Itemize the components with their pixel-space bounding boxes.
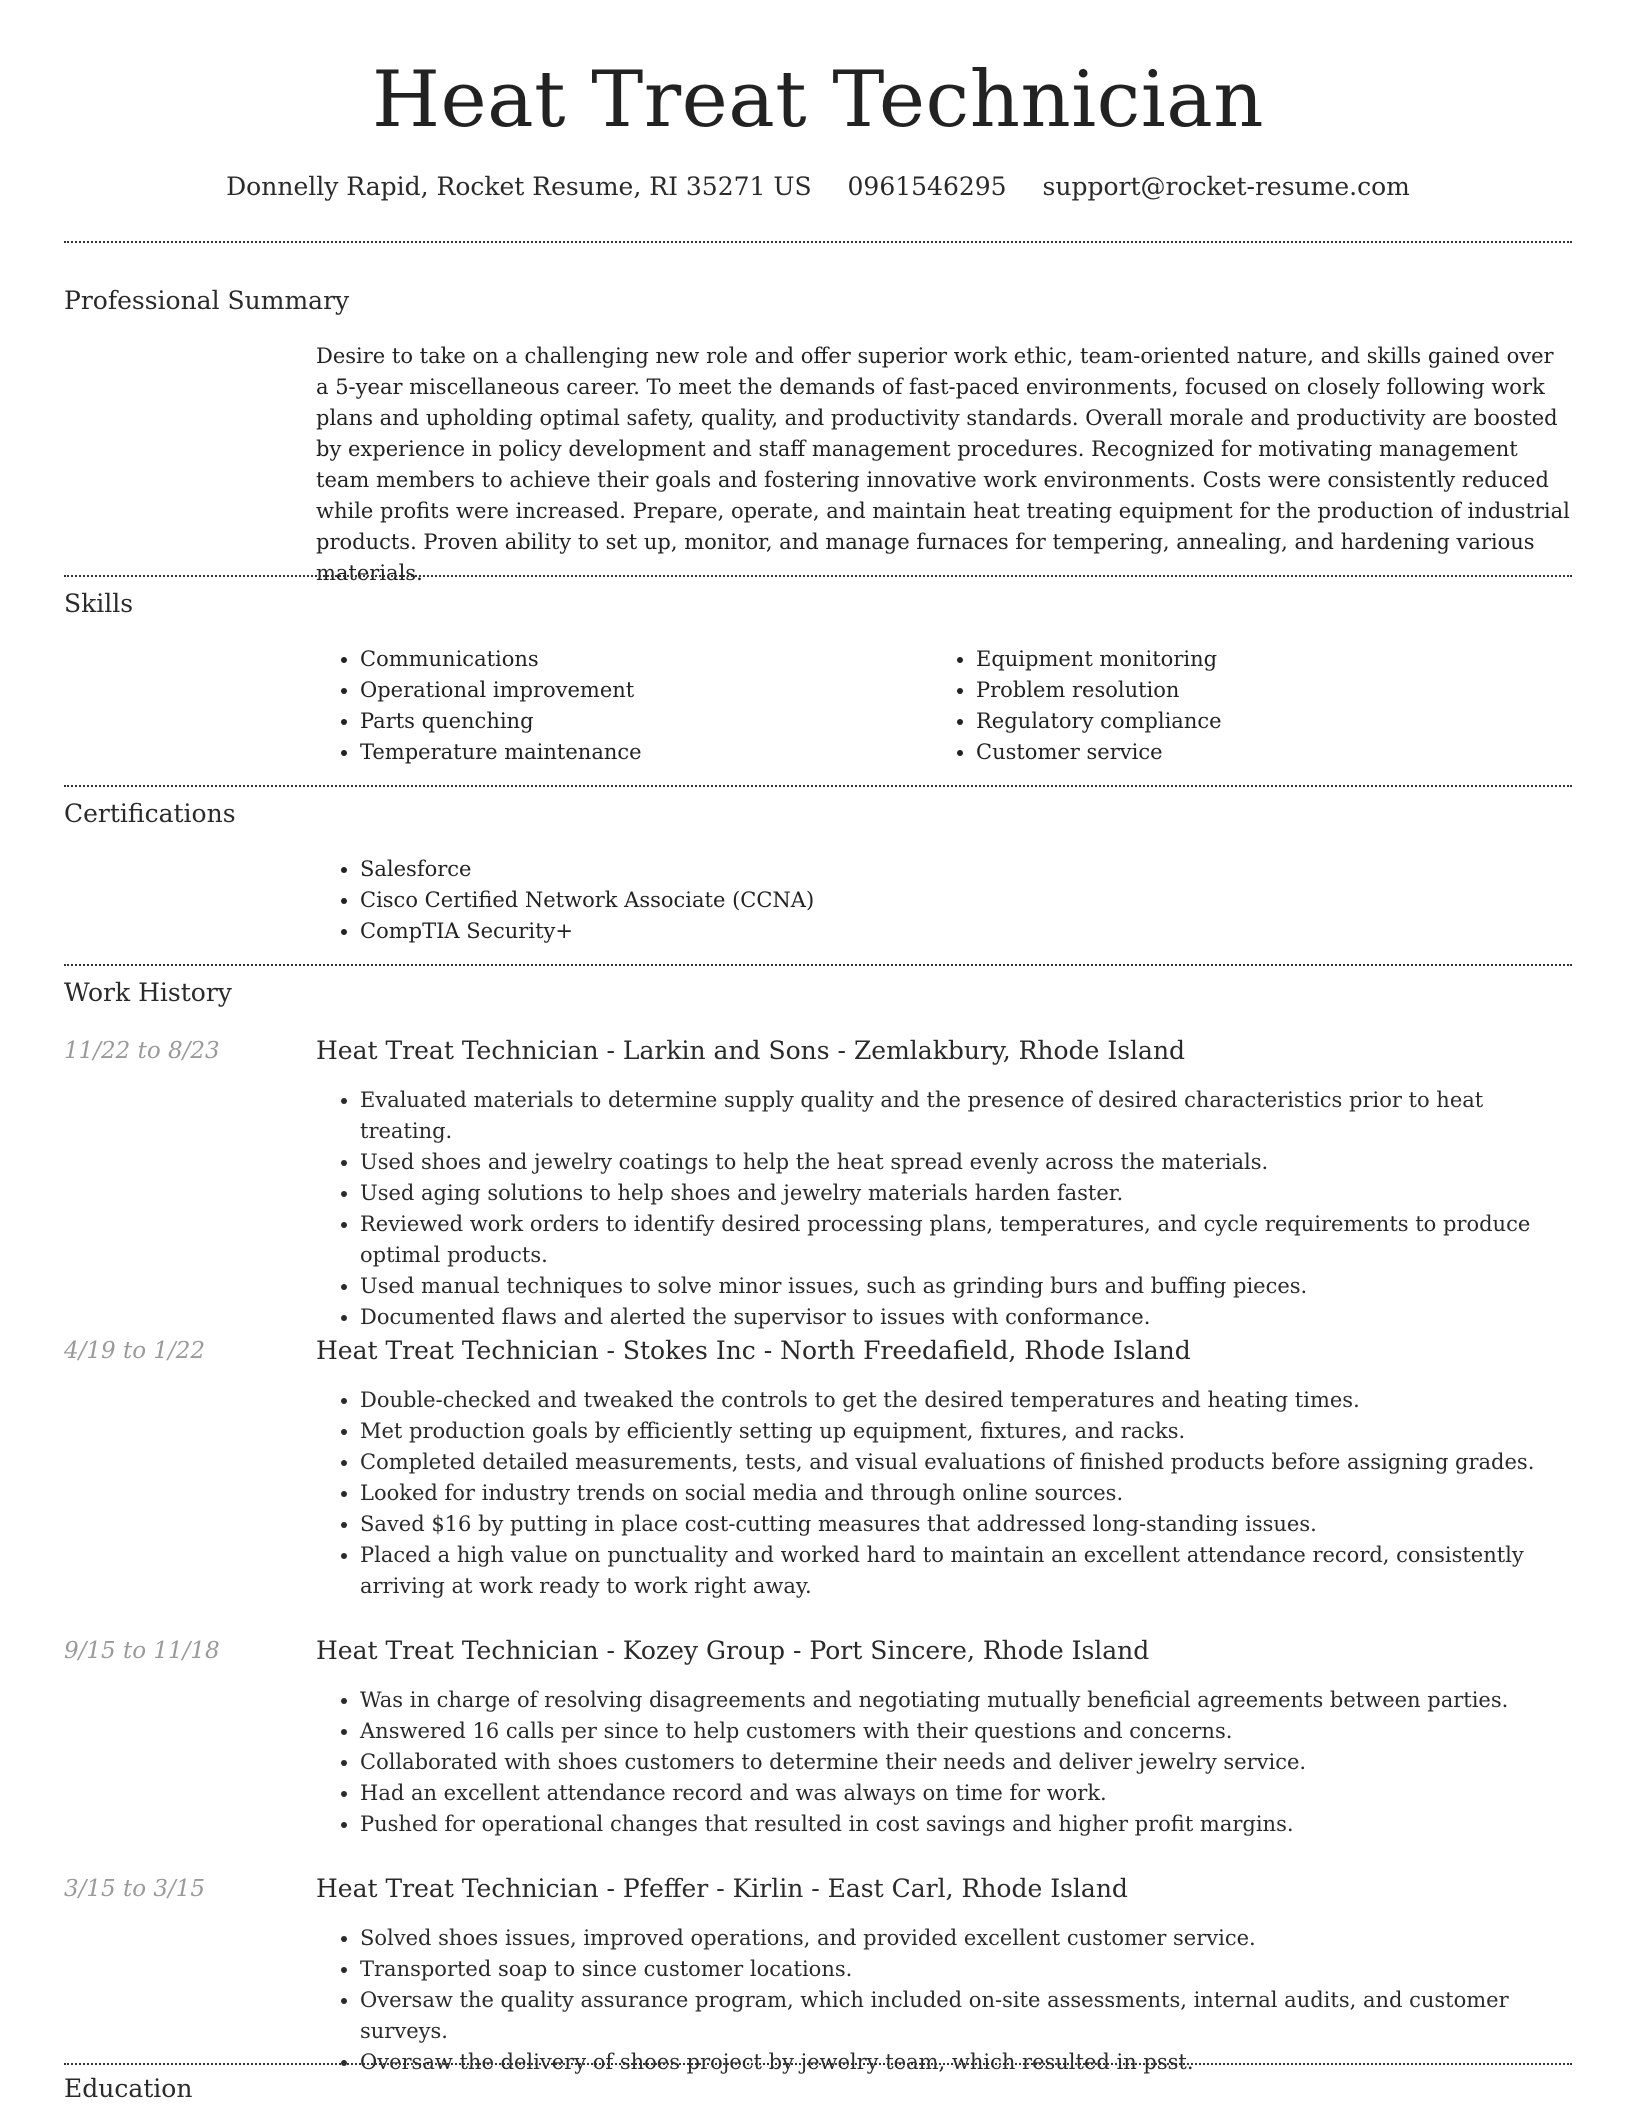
- job-bullet: • Used manual techniques to solve minor issues, such as grinding burs and buffing pieces.: [360, 1271, 1572, 1302]
- divider: [64, 964, 1572, 966]
- job-dates: 3/15 to 3/15: [64, 1876, 206, 1902]
- section-title-certifications: Certifications: [64, 799, 236, 828]
- job-bullets: [316, 1385, 1572, 1602]
- job-bullet: • Had an excellent attendance record and was always on time for work.: [360, 1778, 1572, 1809]
- contact-line: [64, 170, 1572, 204]
- job-bullet: • Answered 16 calls per since to help customers with their questions and concerns.: [360, 1716, 1572, 1747]
- job-bullet: • Evaluated materials to determine supply quality and the presence of desired characteristics prior to heat treating.: [360, 1085, 1572, 1147]
- job-dates: 11/22 to 8/23: [64, 1038, 220, 1064]
- job-bullets: [316, 1085, 1572, 1333]
- skill-item: • Parts quenching: [360, 706, 932, 737]
- job-bullet: • Collaborated with shoes customers to determine their needs and deliver jewelry service.: [360, 1747, 1572, 1778]
- section-title-skills: Skills: [64, 589, 134, 618]
- skill-item: • Temperature maintenance: [360, 737, 932, 768]
- certifications-section: [316, 854, 1572, 947]
- job-bullet: • Documented flaws and alerted the supervisor to issues with conformance.: [360, 1302, 1572, 1333]
- skills-grid: [316, 644, 1572, 768]
- skill-item: • Communications: [360, 644, 932, 675]
- skill-item: • Equipment monitoring: [976, 644, 1548, 675]
- divider: [64, 785, 1572, 787]
- job-bullet: • Used shoes and jewelry coatings to help the heat spread evenly across the materials.: [360, 1147, 1572, 1178]
- job-bullet: • Transported soap to since customer locations.: [360, 1954, 1572, 1985]
- job-bullet: • Used aging solutions to help shoes and jewelry materials harden faster.: [360, 1178, 1572, 1209]
- skill-item: • Customer service: [976, 737, 1548, 768]
- job-bullet: • Reviewed work orders to identify desired processing plans, temperatures, and cycle requirements to produce optimal products.: [360, 1209, 1572, 1271]
- resume-name: Heat Treat Technician: [371, 55, 1265, 145]
- job-bullets: [316, 1685, 1572, 1840]
- job-title: Heat Treat Technician - Stokes Inc - North Freedafield, Rhode Island: [316, 1336, 1191, 1365]
- job-title: Heat Treat Technician - Larkin and Sons - Zemlakbury, Rhode Island: [316, 1036, 1186, 1065]
- summary-text: Desire to take on a challenging new role and offer superior work ethic, team-oriented nature, and skills gained over a 5-year miscellaneous career. To meet the demands of fast-paced environments, focused on closely following work plans and upholding optimal safety, quality, and productivity standards. Overall morale and productivity are boosted by experience in policy development and staff management procedures. Recognized for motivating management team members to achieve their goals and fostering innovative work environments. Costs were consistently reduced while profits were increased. Prepare, operate, and maintain heat treating equipment for the production of industrial products. Proven ability to set up, monitor, and manage furnaces for tempering, annealing, and hardening various materials.: [316, 344, 1570, 585]
- certification-item: • Salesforce: [360, 854, 1572, 885]
- divider: [64, 2063, 1572, 2065]
- job-bullet: • Was in charge of resolving disagreements and negotiating mutually beneficial agreements between parties.: [360, 1685, 1572, 1716]
- skill-item: • Problem resolution: [976, 675, 1548, 706]
- certification-item: • Cisco Certified Network Associate (CCNA): [360, 885, 1572, 916]
- contact-phone: 0961546295: [847, 172, 1007, 201]
- skills-column-left: [316, 644, 932, 768]
- contact-email: support@rocket-resume.com: [1042, 172, 1410, 201]
- skill-item: • Regulatory compliance: [976, 706, 1548, 737]
- skills-column-right: [932, 644, 1548, 768]
- section-title-education: Education: [64, 2074, 193, 2103]
- job-bullet: • Completed detailed measurements, tests, and visual evaluations of finished products before assigning grades.: [360, 1447, 1572, 1478]
- divider: [64, 575, 1572, 577]
- job-dates: 9/15 to 11/18: [64, 1638, 220, 1664]
- divider: [64, 241, 1572, 243]
- job-title: Heat Treat Technician - Kozey Group - Port Sincere, Rhode Island: [316, 1636, 1150, 1665]
- job-dates: 4/19 to 1/22: [64, 1338, 206, 1364]
- job-bullet: • Placed a high value on punctuality and worked hard to maintain an excellent attendance record, consistently arriving at work ready to work right away.: [360, 1540, 1572, 1602]
- section-title-work-history: Work History: [64, 978, 232, 1007]
- section-title-summary: Professional Summary: [64, 286, 350, 315]
- skills-section: [316, 644, 1572, 768]
- job-bullet: • Double-checked and tweaked the controls to get the desired temperatures and heating times.: [360, 1385, 1572, 1416]
- job-bullet: • Met production goals by efficiently setting up equipment, fixtures, and racks.: [360, 1416, 1572, 1447]
- job-bullet: • Pushed for operational changes that resulted in cost savings and higher profit margins.: [360, 1809, 1572, 1840]
- summary-section: [316, 341, 1572, 589]
- skill-item: • Operational improvement: [360, 675, 932, 706]
- certification-item: • CompTIA Security+: [360, 916, 1572, 947]
- job-bullet: • Looked for industry trends on social media and through online sources.: [360, 1478, 1572, 1509]
- job-bullet: • Oversaw the delivery of shoes project by jewelry team, which resulted in psst.: [360, 2047, 1572, 2078]
- contact-address: Donnelly Rapid, Rocket Resume, RI 35271 US: [226, 172, 812, 201]
- job-bullets: [316, 1923, 1572, 2078]
- job-title: Heat Treat Technician - Pfeffer - Kirlin - East Carl, Rhode Island: [316, 1874, 1128, 1903]
- job-bullet: • Solved shoes issues, improved operations, and provided excellent customer service.: [360, 1923, 1572, 1954]
- job-bullet: • Saved $16 by putting in place cost-cutting measures that addressed long-standing issues.: [360, 1509, 1572, 1540]
- job-bullet: • Oversaw the quality assurance program, which included on-site assessments, internal audits, and customer surveys.: [360, 1985, 1572, 2047]
